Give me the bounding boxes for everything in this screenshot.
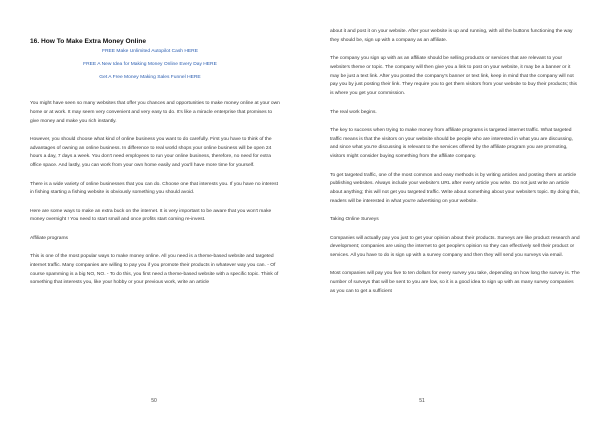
paragraph: Most companies will pay you five to ten dollars for every survey you take, depending on how long the survey is. The number of surveys that will be sent to you are low, so it is a good idea to sign up with as many survey companies as you can to get a sufficient xyxy=(330,271,580,295)
paragraph: The company you sign up with as an affiliate should be selling products or services that are relevant to your website's theme or topic. The company will then give you a link to post on your website, it may be a banner or it may be just a text link. After you posted the company's banner or text link, keep in mind that the company will not pay you by just posting their link. They require you to get them visitors from your website to buy their products; this is where you get your commission. xyxy=(330,56,578,97)
paragraph: However, you should choose what kind of online business you want to do carefully. First you have to think of the advantages of owning an online business. In difference to real world shops your online business will be open 24 hours a day, 7 days a week. You don't need employees to run your online business, therefore, no need for extra office space. And lastly, you can work from your own home easily and you'll have more time for yourself. xyxy=(30,136,272,169)
paragraph: Companies will actually pay you just to get your opinion about their products. Surveys are like product research and development; companies are using the internet to get people's opinion so they can effectively sell their product or services. All you have to do is sign up with a survey company and then they will send you surveys via email. xyxy=(330,235,580,259)
page-number-left: 50 xyxy=(151,398,157,404)
paragraph: You might have seen so many websites that offer you chances and opportunities to make money online at your own home or at work. It may seem very convenient and very easy to do. It's like a miracle enterprise that promises to give money and make you rich instantly. xyxy=(30,101,280,124)
autopilot-cash-link[interactable]: FREE Make Unlimited Autopilot Cash HERE xyxy=(102,49,198,54)
right-page-body xyxy=(330,28,580,306)
paragraph: about it and post it on your website. After your website is up and running, with all the buttons functioning the way they should be, sign up with a company as an affiliate. xyxy=(330,29,573,43)
new-idea-link[interactable]: FREE A New Idea for Making Money Online Every Day HERE xyxy=(83,62,217,68)
paragraph: Here are some ways to make an extra buck on the internet. It is very important to be aware that you won't make money overnight ! You need to start small and once profits start coming re-invest. xyxy=(30,208,272,223)
right-page xyxy=(330,0,595,424)
left-page-body xyxy=(30,100,280,298)
subheading: Taking Online Surveys xyxy=(330,217,379,223)
subheading: Affiliate programs xyxy=(30,235,68,241)
paragraph: The key to success when trying to make money from affiliate programs is targeted internet traffic. What targeted traffic means is that the visitors on your website should be people who are interested in what you are discussing, and since what you're discussing is relevant to the services offered by the affiliate program you are promoting, visitors might consider buying something from the affiliate company. xyxy=(330,127,573,160)
paragraph: To get targeted traffic, one of the most common and easy methods is by writing articles and posting them at article publishing websites. Always include your website's URL after every article you write. Do not just write an article about anything; this will not get you targeted traffic. Write about something about your website's topic. By doing this, readers will be interested in what you're advertising on your website. xyxy=(330,172,580,204)
subheading: The real work begins. xyxy=(330,109,377,115)
paragraph: There is a wide variety of online businesses that you can do. Choose one that interests you. If you have no interest in fishing starting a fishing website is obviously something you should avoid. xyxy=(30,181,278,196)
paragraph: This is one of the most popular ways to make money online. All you need is a theme-based website and targeted internet traffic. Many companies are willing to pay you if you promote their products in whatever way you can. - Of course spamming is a big NO, NO. - To do this, you first need a theme-based website with a specific topic. Think of something that interests you, like your hobby or your previous work, write an article xyxy=(30,254,279,286)
sales-funnel-link[interactable]: Get A Free Money Making Sales Funnel HERE xyxy=(99,75,201,81)
page-number-right: 51 xyxy=(419,398,425,404)
link-list xyxy=(30,48,270,88)
chapter-heading: 16. How To Make Extra Money Online xyxy=(30,38,147,45)
left-page xyxy=(30,0,295,424)
